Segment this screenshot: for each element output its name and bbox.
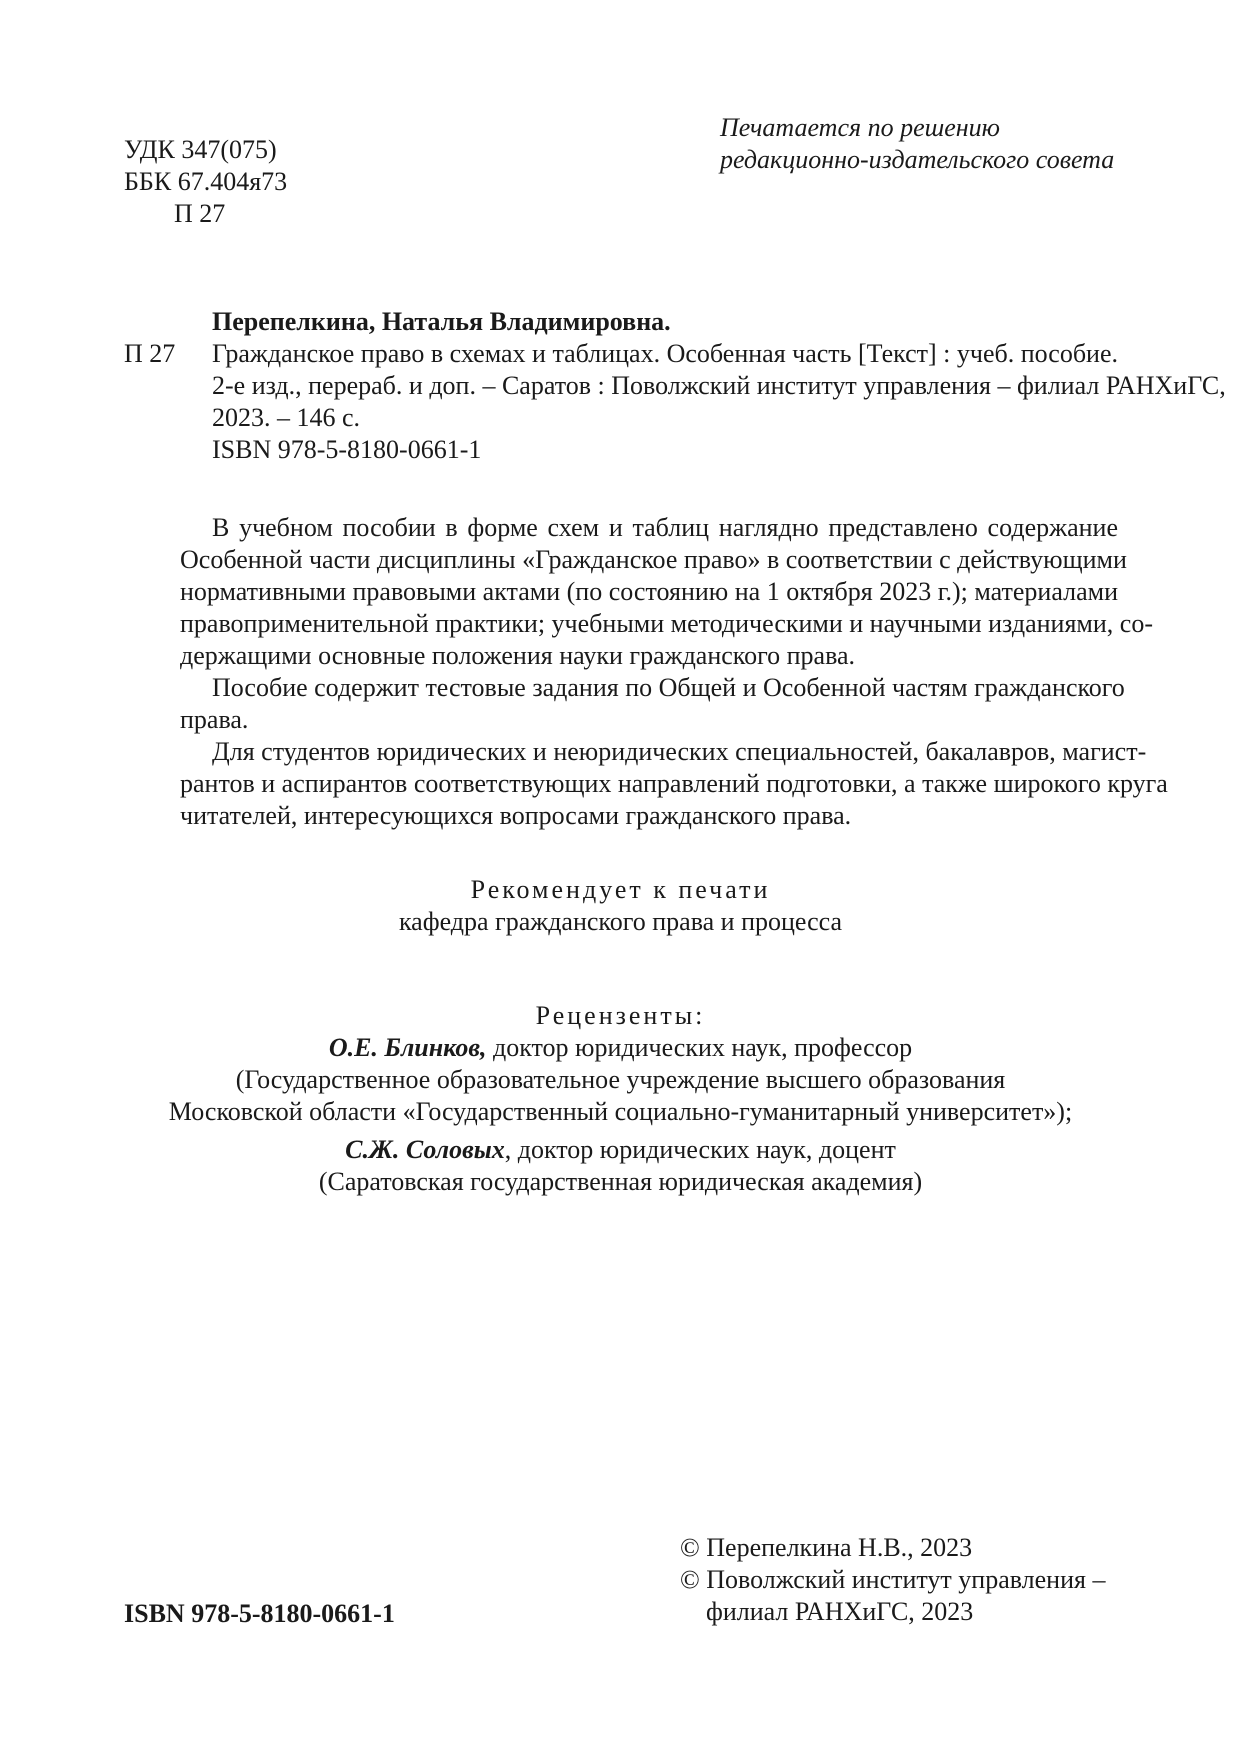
reviewer-1-title: доктор юридических наук, профессор	[486, 1033, 913, 1062]
annotation-line: правоприменительной практики; учебными методическими и научными изданиями, со-	[180, 609, 1153, 638]
bibliography-author: Перепелкина, Наталья Владимировна.	[212, 307, 671, 336]
publishing-council-note	[720, 112, 1114, 176]
reviewer-2-org: (Саратовская государственная юридическая академия)	[318, 1167, 923, 1196]
reviewer-2-title: , доктор юридических наук, доцент	[504, 1135, 896, 1164]
annotation-line: Для студентов юридических и неюридических специальностей, бакалавров, магист-	[212, 737, 1147, 766]
copyright-author: © Перепелкина Н.В., 2023	[680, 1533, 973, 1562]
annotation-paragraph-1	[180, 512, 1153, 672]
annotation-line: держащими основные положения науки гражданского права.	[180, 641, 856, 670]
reviewer-1-org-line-2: Московской области «Государственный социально-гуманитарный университет»);	[168, 1097, 1073, 1126]
copyright-institute-cont: филиал РАНХиГС, 2023	[706, 1597, 974, 1626]
annotation-line: В учебном пособии в форме схем и таблиц наглядно представлено содержание	[212, 513, 1118, 542]
annotation-line: читателей, интересующихся вопросами гражданского права.	[180, 801, 852, 830]
reviewer-1-org-line-1: (Государственное образовательное учреждение высшего образования	[235, 1065, 1006, 1094]
author-mark: П 27	[174, 199, 226, 228]
annotation-line: Пособие содержит тестовые задания по Общей и Особенной частям гражданского	[212, 673, 1125, 702]
recommendation-department: кафедра гражданского права и процесса	[398, 907, 843, 936]
reviewer-1-name: О.Е. Блинков,	[328, 1033, 487, 1062]
annotation-line: нормативными правовыми актами (по состоянию на 1 октября 2023 г.); материалами	[180, 577, 1118, 606]
annotation-line: рантов и аспирантов соответствующих направлений подготовки, а также широкого круга	[180, 769, 1168, 798]
bbk-code: ББК 67.404я73	[124, 167, 288, 196]
reviewer-1	[0, 1032, 1241, 1064]
bibliography-code: П 27	[124, 339, 176, 368]
reviewers-heading: Рецензенты:	[535, 1001, 706, 1030]
council-line-2: редакционно-издательского совета	[720, 145, 1115, 174]
reviewers-block	[0, 1000, 1241, 1198]
recommendation-block	[0, 874, 1241, 938]
copyright-institute: © Поволжский институт управления –	[680, 1565, 1106, 1594]
annotation-paragraph-3	[180, 736, 1168, 832]
reviewer-2	[0, 1134, 1241, 1166]
recommendation-heading: Рекомендует к печати	[470, 875, 771, 904]
reviewer-2-name: С.Ж. Соловых	[345, 1135, 505, 1164]
annotation-line: Особенной части дисциплины «Гражданское право» в соответствии с действующими	[180, 545, 1127, 574]
copyright-block	[680, 1532, 1105, 1628]
footer-isbn: ISBN 978-5-8180-0661-1	[124, 1599, 395, 1628]
bibliography-edition: 2-е изд., перераб. и доп. – Саратов : Поволжский институт управления – филиал РАНХиГС,	[212, 371, 1226, 400]
classification-codes	[124, 134, 287, 230]
council-line-1: Печатается по решению	[720, 113, 1001, 142]
bibliography-year: 2023. – 146 с.	[212, 403, 361, 432]
bibliography-isbn: ISBN 978-5-8180-0661-1	[212, 435, 482, 464]
bibliography-title: Гражданское право в схемах и таблицах. Особенная часть [Текст] : учеб. пособие.	[212, 339, 1119, 368]
udk-code: УДК 347(075)	[124, 135, 277, 164]
annotation-line: права.	[180, 705, 249, 734]
annotation-paragraph-2	[180, 672, 1125, 736]
